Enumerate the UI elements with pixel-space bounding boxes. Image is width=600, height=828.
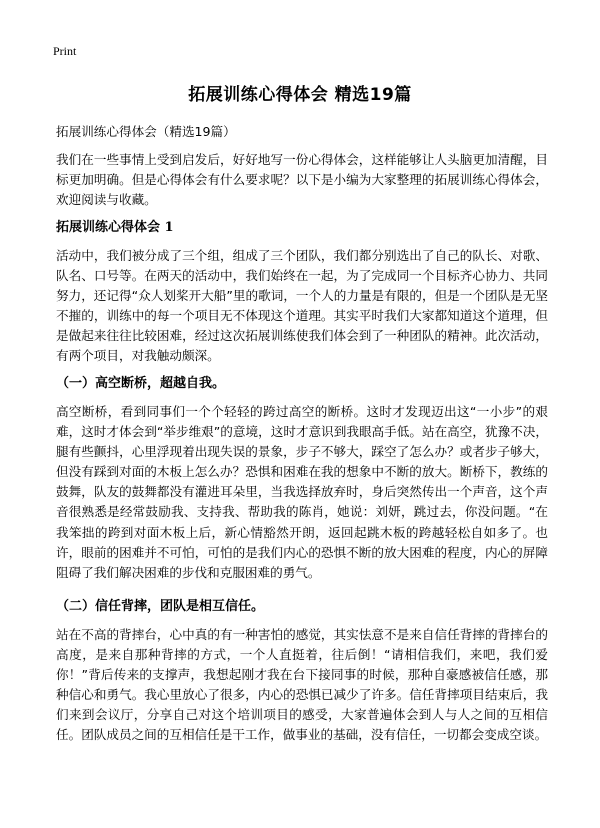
body-paragraph-2: 高空断桥，看到同事们一个个轻轻的跨过高空的断桥。这时才发现迈出这“一小步”的艰难，这时才体会到“举步维艰”的意境，这时才意识到我眼高手低。站在高空，犹豫不决，腿有些颤抖，心里浮现着出现失误的景象，步子不够大，踩空了怎么办？或者步子够大，但没有踩到对面的木板上怎么办？恐惧和困难在我的想象中不断的放大。断桥下，教练的鼓舞，队友的鼓舞都没有灌进耳朵里，当我选择放弃时，身后突然传出一个声音，这个声音很熟悉是经常鼓励我、支持我、帮助我的陈肖，她说：刘妍，跳过去，你没问题。“在我笨拙的跨到对面木板上后，新心情豁然开朗，返回起跳木板的跨越轻松自如多了。也许，眼前的困难并不可怕，可怕的是我们内心的恐惧不断的放大困难的程度，内心的屏障阻碍了我们解决困难的步伐和克服困难的勇气。 bbox=[56, 404, 548, 580]
body-paragraph-3: 站在不高的背摔台，心中真的有一种害怕的感觉，其实怯意不是来自信任背摔的背摔台的高度，是来自那种背摔的方式，一个人直挺着，往后倒！“请相信我们，来吧，我们爱你！”背后传来的支撑声，我想起刚才我在台下接同事的时候，那种自豪感被信任感，那种信心和勇气。我心里放心了很多，内心的恐惧已减少了许多。信任背摔项目结束后，我们来到会议厅，分享自己对这个培训项目的感受，大家普遍体会到人与人之间的互相信任。团队成员之间的互相信任是干工作，做事业的基础，没有信任，一切都会变成空谈。 bbox=[56, 627, 548, 743]
print-label: Print bbox=[53, 44, 77, 58]
subsection-heading-a: （一）高空断桥，超越自我。 bbox=[56, 376, 226, 391]
subsection-heading-b: （二）信任背摔，团队是相互信任。 bbox=[56, 599, 265, 614]
intro-paragraph: 我们在一些事情上受到启发后，好好地写一份心得体会，这样能够让人头脑更加清醒，目标更加明确。但是心得体会有什么要求呢？以下是小编为大家整理的拓展训练心得体会，欢迎阅读与收藏。 bbox=[56, 152, 548, 208]
document-subtitle: 拓展训练心得体会（精选19篇） bbox=[56, 124, 236, 139]
page-title: 拓展训练心得体会 精选19篇 bbox=[188, 85, 412, 105]
section-heading: 拓展训练心得体会 1 bbox=[56, 220, 174, 235]
body-paragraph-1: 活动中，我们被分成了三个组，组成了三个团队，我们都分别选出了自己的队长、对歌、队名、口号等。在两天的活动中，我们始终在一起，为了完成同一个目标齐心协力、共同努力，还记得“众人划桨开大船”里的歌词，一个人的力量是有限的，但是一个团队是无坚不摧的，训练中的每一个项目无不体现这个道理。其实平时我们大家都知道这个道理，但是做起来往往比较困难，经过这次拓展训练使我们体会到了一种团队的精神。此次活动，有两个项目，对我触动颇深。 bbox=[56, 248, 548, 364]
